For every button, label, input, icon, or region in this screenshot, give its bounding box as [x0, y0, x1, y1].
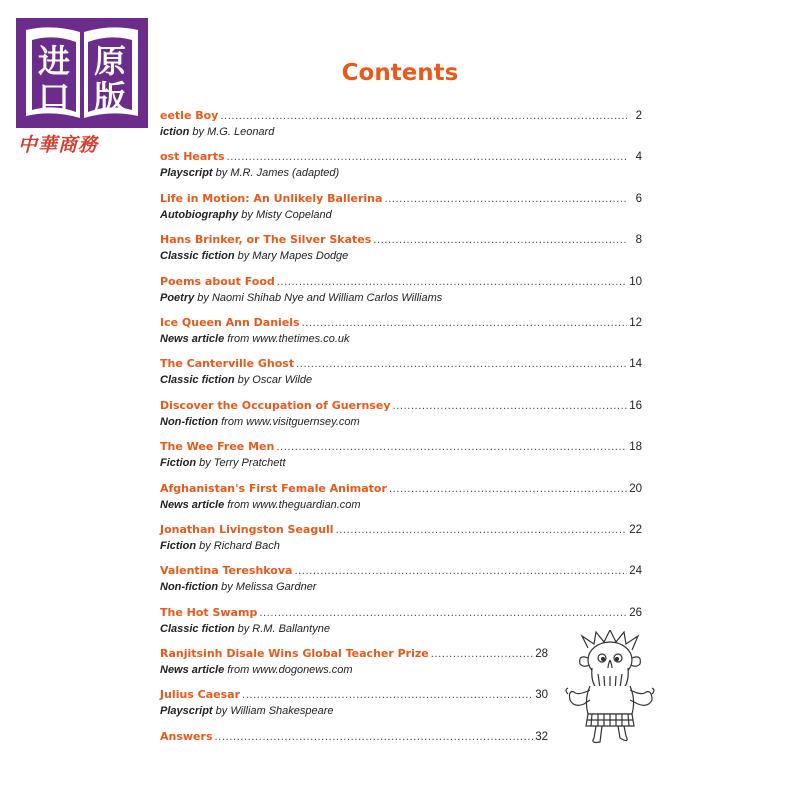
toc-entry	[160, 481, 642, 522]
toc-entry-author: by William Shakespeare	[212, 705, 334, 718]
toc-entry-page-number: 10	[629, 275, 642, 288]
dot-leader	[296, 357, 627, 372]
toc-entry-author: by R.M. Ballantyne	[234, 622, 330, 635]
toc-entry-title: eetle Boy	[160, 109, 219, 122]
toc-entry-author: by Misty Copeland	[238, 208, 332, 221]
stamp-char-3: 口	[37, 78, 71, 116]
toc-entry-author: by M.G. Leonard	[189, 126, 275, 138]
toc-entry-author: from www.thetimes.co.uk	[224, 332, 350, 345]
toc-entry-byline	[160, 414, 642, 430]
toc-entry-title: Hans Brinker, or The Silver Skates	[160, 233, 372, 247]
toc-entry-page-number: 12	[629, 316, 642, 329]
dot-leader	[389, 482, 627, 497]
toc-entry-page-number: 22	[629, 523, 642, 536]
toc-entry-page-number: 28	[535, 648, 548, 661]
toc-entry-byline	[160, 207, 642, 223]
toc-entry-genre: Non-fiction	[160, 415, 219, 428]
toc-entry-heading-line	[160, 439, 642, 455]
toc-entry-byline	[160, 538, 642, 554]
toc-entry-genre: Playscript	[160, 167, 213, 180]
dot-leader	[336, 523, 628, 538]
toc-entry	[160, 729, 548, 770]
toc-entry-title: Jonathan Livingston Seagull	[160, 522, 334, 536]
dot-leader	[215, 730, 534, 745]
toc-entry-byline	[160, 248, 642, 264]
toc-entry-genre: News article	[160, 332, 225, 345]
stamp-caption: 中華商務	[18, 134, 99, 156]
toc-entry-author: from www.theguardian.com	[224, 498, 361, 511]
toc-entry-heading-line	[160, 191, 642, 207]
toc-entry	[160, 398, 642, 439]
toc-entry-page-number: 30	[535, 689, 548, 702]
dot-leader	[227, 150, 628, 165]
toc-entry-byline	[160, 703, 548, 719]
toc-entry-genre: Non-fiction	[160, 581, 219, 594]
toc-entry	[160, 274, 642, 315]
dot-leader	[220, 109, 628, 124]
toc-entry-page-number: 24	[629, 565, 642, 578]
toc-entry-byline	[160, 372, 642, 388]
toc-entry-heading-line	[160, 398, 642, 414]
toc-entry-author: by Oscar Wilde	[234, 374, 313, 387]
dot-leader	[431, 647, 533, 662]
toc-entry-heading-line	[160, 315, 642, 331]
toc-entry-heading-line	[160, 232, 642, 248]
toc-entry-page-number: 20	[629, 482, 642, 495]
toc-entry-heading-line	[160, 522, 642, 538]
toc-entry	[160, 646, 548, 687]
toc-entry-title: ost Hearts	[160, 150, 225, 164]
toc-entry-heading-line	[160, 149, 642, 165]
toc-entry-author: by Melissa Gardner	[218, 581, 317, 594]
dot-leader	[302, 316, 628, 331]
toc-entry-page-number: 32	[535, 730, 548, 743]
toc-entry-byline	[160, 290, 642, 306]
dot-leader	[277, 275, 627, 290]
toc-entry-title: Ice Queen Ann Daniels	[160, 315, 300, 329]
toc-entry-genre: News article	[160, 498, 225, 511]
dot-leader	[276, 440, 627, 455]
toc-entry-byline	[160, 165, 642, 181]
toc-entry-page-number: 6	[635, 192, 642, 205]
stamp-char-2: 原	[93, 42, 127, 80]
toc-entry	[160, 439, 642, 480]
toc-entry-heading-line	[160, 605, 642, 621]
toc-entry	[160, 108, 642, 149]
toc-entry-genre: Playscript	[160, 705, 213, 718]
stamp-char-1: 进	[37, 42, 71, 80]
toc-entry-title: Answers	[160, 729, 213, 743]
toc-entry-page-number: 26	[629, 606, 642, 619]
toc-entry-author: by Richard Bach	[196, 539, 280, 552]
toc-entry-page-number: 2	[635, 110, 642, 122]
toc-entry-heading-line	[160, 356, 642, 372]
toc-entry-byline	[160, 124, 642, 140]
toc-entry-title: Afghanistan's First Female Animator	[160, 481, 387, 495]
toc-entry	[160, 232, 642, 273]
toc-entry-title: Discover the Occupation of Guernsey	[160, 398, 391, 412]
toc-entry-title: Ranjitsinh Disale Wins Global Teacher Prize	[160, 647, 429, 661]
toc-entry-genre: Classic fiction	[160, 250, 235, 263]
toc-entry-genre: Autobiography	[160, 208, 239, 221]
toc-entry-heading-line	[160, 481, 642, 497]
dot-leader	[259, 606, 627, 621]
toc-entry-heading-line	[160, 563, 642, 579]
toc-entry-title: The Wee Free Men	[160, 440, 275, 454]
dot-leader	[392, 399, 627, 414]
dot-leader	[373, 233, 628, 248]
toc-entry-heading-line	[160, 274, 642, 290]
toc-entry-byline	[160, 497, 642, 513]
page-title: Contents	[341, 60, 459, 86]
toc-entry	[160, 522, 642, 563]
toc-entry-page-number: 16	[629, 399, 642, 412]
toc-entry-byline	[160, 331, 642, 347]
toc-entry-title: The Hot Swamp	[160, 605, 258, 619]
toc-entry-author: by Terry Pratchett	[196, 457, 286, 470]
toc-entry-page-number: 8	[635, 234, 642, 247]
toc-entry-byline	[160, 662, 548, 678]
toc-entry-title: Julius Caesar	[160, 688, 241, 702]
toc-entry-byline	[160, 579, 642, 595]
toc-entry-title: Life in Motion: An Unlikely Ballerina	[160, 191, 383, 205]
dot-leader	[294, 564, 627, 579]
toc-entry-author: by Mary Mapes Dodge	[234, 250, 349, 263]
troll-illustration	[560, 630, 660, 745]
toc-entry-author: by Naomi Shihab Nye and William Carlos Williams	[194, 291, 443, 304]
toc-entry-page-number: 14	[629, 358, 642, 371]
toc-entry-heading-line	[160, 687, 548, 703]
toc-entry-page-number: 4	[635, 151, 642, 164]
toc-entry	[160, 315, 642, 356]
toc-entry-title: Valentina Tereshkova	[160, 564, 293, 578]
stamp-char-4: 版	[93, 78, 127, 116]
toc-entry-genre: Poetry	[160, 291, 195, 304]
toc-entry-title: The Canterville Ghost	[160, 357, 295, 371]
toc-entry	[160, 191, 642, 232]
toc-entry-page-number: 18	[629, 441, 642, 454]
toc-entry-heading-line	[160, 729, 548, 745]
toc-entry-author: from www.visitguernsey.com	[218, 415, 360, 428]
dot-leader	[384, 192, 628, 207]
toc-entry-genre: Classic fiction	[160, 622, 235, 635]
toc-entry-title: Poems about Food	[160, 274, 275, 288]
toc-entry-heading-line	[160, 108, 642, 124]
toc-entry-genre: News article	[160, 664, 225, 677]
dot-leader	[242, 688, 533, 703]
toc-entry-heading-line	[160, 646, 548, 662]
toc-entry-genre: Classic fiction	[160, 374, 235, 387]
toc-entry-genre: Fiction	[160, 539, 197, 552]
toc-entry-author: from www.dogonews.com	[224, 664, 353, 677]
toc-entry	[160, 563, 642, 604]
toc-entry	[160, 687, 548, 728]
toc-entry-byline	[160, 455, 642, 471]
toc-entry-genre: iction	[160, 126, 190, 138]
toc-entry-genre: Fiction	[160, 457, 197, 470]
toc-entry-author: by M.R. James (adapted)	[212, 167, 340, 180]
toc-entry	[160, 149, 642, 190]
toc-entry	[160, 356, 642, 397]
